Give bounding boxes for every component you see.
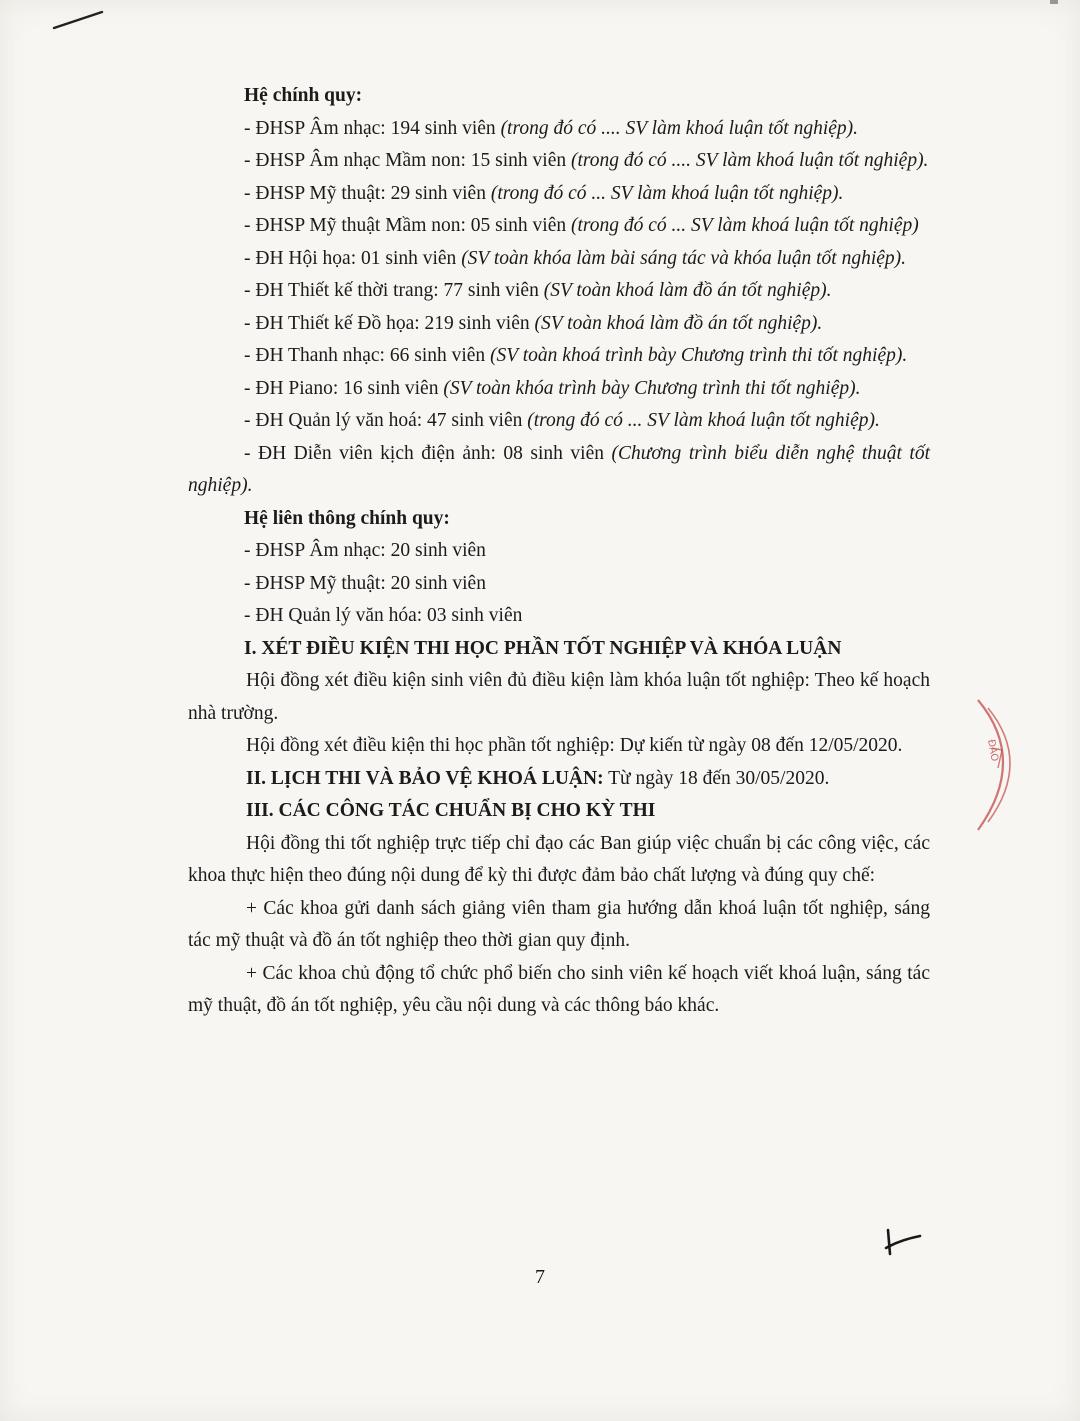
section-heading-1: I. XÉT ĐIỀU KIỆN THI HỌC PHẦN TỐT NGHIỆP VÀ KHÓA LUẬN xyxy=(244,637,842,659)
list-item: - ĐH Quản lý văn hoá: 47 sinh viên (trong đó có ... SV làm khoá luận tốt nghiệp). xyxy=(244,410,880,431)
list-item: - ĐHSP Âm nhạc: 194 sinh viên (trong đó có .... SV làm khoá luận tốt nghiệp). xyxy=(244,117,859,139)
paragraph: Hội đồng thi tốt nghiệp trực tiếp chỉ đạo các Ban giúp việc chuẩn bị các công việc, các khoa thực hiện theo đúng nội dung để kỳ thi được đảm bảo chất lượng và đúng quy chế: xyxy=(188,832,930,886)
svg-text:ĐÀO: ĐÀO xyxy=(985,738,1000,763)
corner-mark xyxy=(1044,0,1064,10)
list-item: - ĐHSP Mỹ thuật: 20 sinh viên xyxy=(244,572,486,594)
section-heading-2: II. LỊCH THI VÀ BẢO VỆ KHOÁ LUẬN: xyxy=(246,767,604,789)
list-item: - ĐH Piano: 16 sinh viên (SV toàn khóa trình bày Chương trình thi tốt nghiệp). xyxy=(244,377,861,399)
paragraph: Hội đồng xét điều kiện thi học phần tốt nghiệp: Dự kiến từ ngày 08 đến 12/05/2020. xyxy=(246,735,903,756)
list-item: - ĐHSP Âm nhạc Mầm non: 15 sinh viên (trong đó có .... SV làm khoá luận tốt nghiệp). xyxy=(244,150,929,171)
list-item: - ĐH Quản lý văn hóa: 03 sinh viên xyxy=(244,605,523,626)
list-item: - ĐHSP Mỹ thuật: 29 sinh viên (trong đó có ... SV làm khoá luận tốt nghiệp). xyxy=(244,182,844,204)
section-heading-3: III. CÁC CÔNG TÁC CHUẨN BỊ CHO KỲ THI xyxy=(246,800,656,821)
regular-heading: Hệ chính quy: xyxy=(244,85,363,106)
section-2-dates: Từ ngày 18 đến 30/05/2020. xyxy=(603,767,830,789)
list-item: - ĐH Diễn viên kịch điện ảnh: 08 sinh viên (Chương trình biểu diễn nghệ thuật tốt nghiệp). xyxy=(188,442,930,496)
list-item: - ĐH Thiết kế thời trang: 77 sinh viên (SV toàn khoá làm đồ án tốt nghiệp). xyxy=(244,280,832,301)
handwritten-initial xyxy=(880,1224,924,1258)
transfer-heading: Hệ liên thông chính quy: xyxy=(244,507,450,529)
list-item: - ĐHSP Mỹ thuật Mầm non: 05 sinh viên (trong đó có ... SV làm khoá luận tốt nghiệp) xyxy=(244,215,919,236)
red-seal-stamp xyxy=(958,690,1038,840)
section-heading-2-line xyxy=(188,763,930,796)
list-item: - ĐH Thiết kế Đồ họa: 219 sinh viên (SV toàn khoá làm đồ án tốt nghiệp). xyxy=(244,312,823,334)
list-item: - ĐH Hội họa: 01 sinh viên (SV toàn khóa làm bài sáng tác và khóa luận tốt nghiệp). xyxy=(244,247,907,269)
pen-stroke-mark xyxy=(50,4,110,34)
list-item: - ĐHSP Âm nhạc: 20 sinh viên xyxy=(244,540,486,561)
page-number: 7 xyxy=(535,1266,545,1288)
paragraph: Hội đồng xét điều kiện sinh viên đủ điều kiện làm khóa luận tốt nghiệp: Theo kế hoạch nhà trường. xyxy=(188,670,930,724)
paragraph: + Các khoa chủ động tổ chức phổ biến cho sinh viên kế hoạch viết khoá luận, sáng tác mỹ thuật, đồ án tốt nghiệp, yêu cầu nội dung và các thông báo khác. xyxy=(188,962,930,1016)
paragraph: + Các khoa gửi danh sách giảng viên tham gia hướng dẫn khoá luận tốt nghiệp, sáng tác mỹ thuật và đồ án tốt nghiệp theo thời gian quy định. xyxy=(188,897,930,951)
document-body xyxy=(188,80,930,1023)
list-item: - ĐH Thanh nhạc: 66 sinh viên (SV toàn khoá trình bày Chương trình thi tốt nghiệp). xyxy=(244,345,908,366)
